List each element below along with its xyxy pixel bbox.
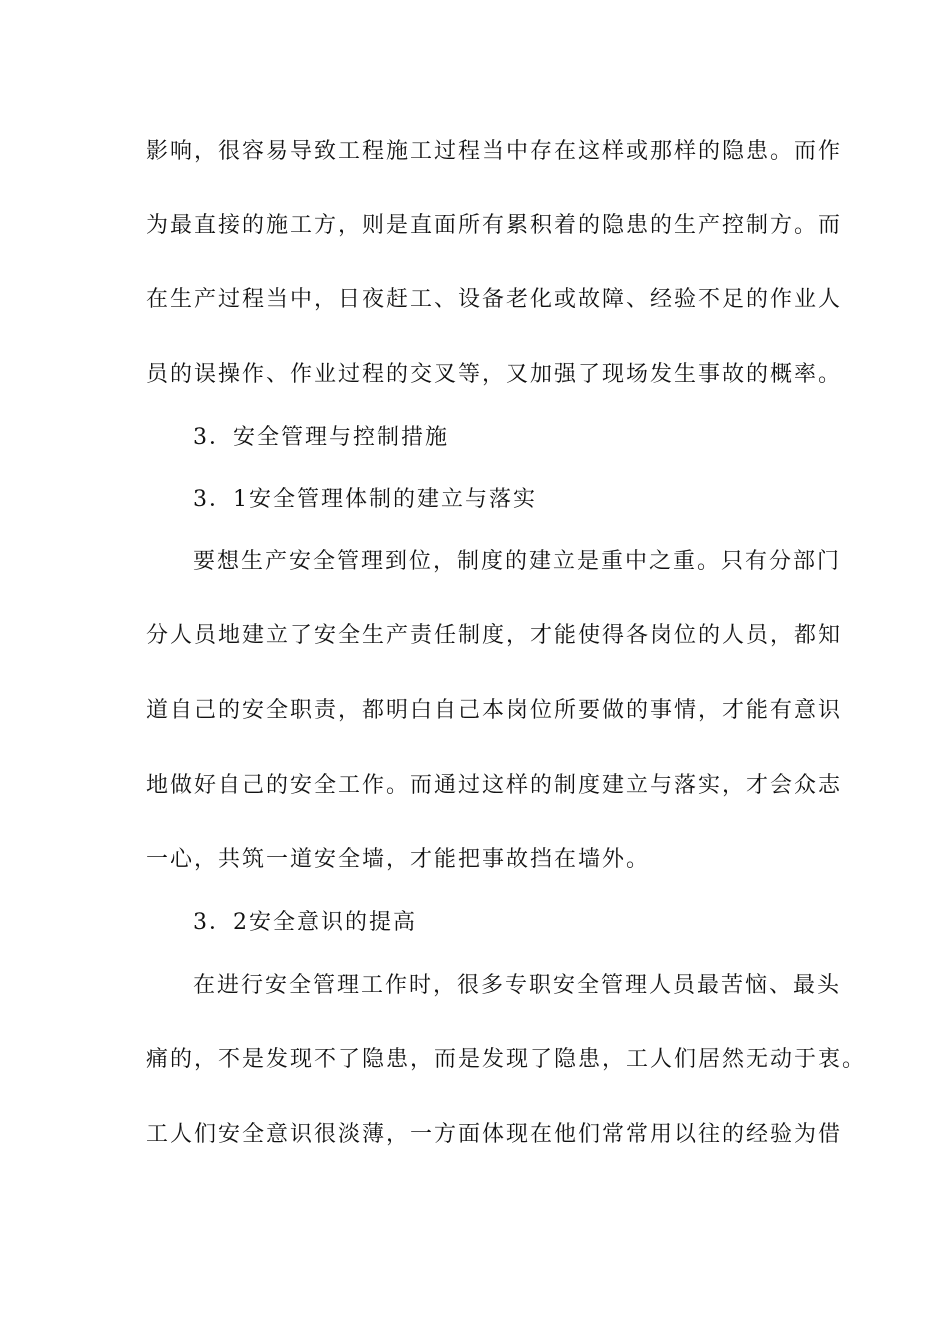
paragraph-line: 影响，很容易导致工程施工过程当中存在这样或那样的隐患。而作: [146, 139, 843, 164]
paragraph-line: 为最直接的施工方，则是直面所有累积着的隐患的生产控制方。而: [146, 213, 843, 238]
paragraph-line: 员的误操作、作业过程的交叉等，又加强了现场发生事故的概率。: [146, 362, 843, 387]
paragraph-line: 要想生产安全管理到位，制度的建立是重中之重。只有分部门: [193, 549, 842, 574]
paragraph-line: 在进行安全管理工作时，很多专职安全管理人员最苦恼、最头: [193, 973, 842, 998]
paragraph-line: 工人们安全意识很淡薄，一方面体现在他们常常用以往的经验为借: [146, 1122, 843, 1147]
subsection-heading: 3．2安全意识的提高: [193, 910, 417, 935]
paragraph-line: 道自己的安全职责，都明白自己本岗位所要做的事情，才能有意识: [146, 698, 843, 723]
paragraph-line: 在生产过程当中，日夜赶工、设备老化或故障、经验不足的作业人: [146, 287, 843, 312]
section-heading: 3．安全管理与控制措施: [193, 425, 449, 450]
paragraph-line: 一心，共筑一道安全墙，才能把事故挡在墙外。: [146, 847, 651, 872]
paragraph-line: 痛的，不是发现不了隐患，而是发现了隐患，工人们居然无动于衷。: [146, 1047, 867, 1072]
subsection-heading: 3．1安全管理体制的建立与落实: [193, 487, 537, 512]
paragraph-line: 分人员地建立了安全生产责任制度，才能使得各岗位的人员，都知: [146, 623, 843, 648]
paragraph-line: 地做好自己的安全工作。而通过这样的制度建立与落实，才会众志: [146, 773, 843, 798]
